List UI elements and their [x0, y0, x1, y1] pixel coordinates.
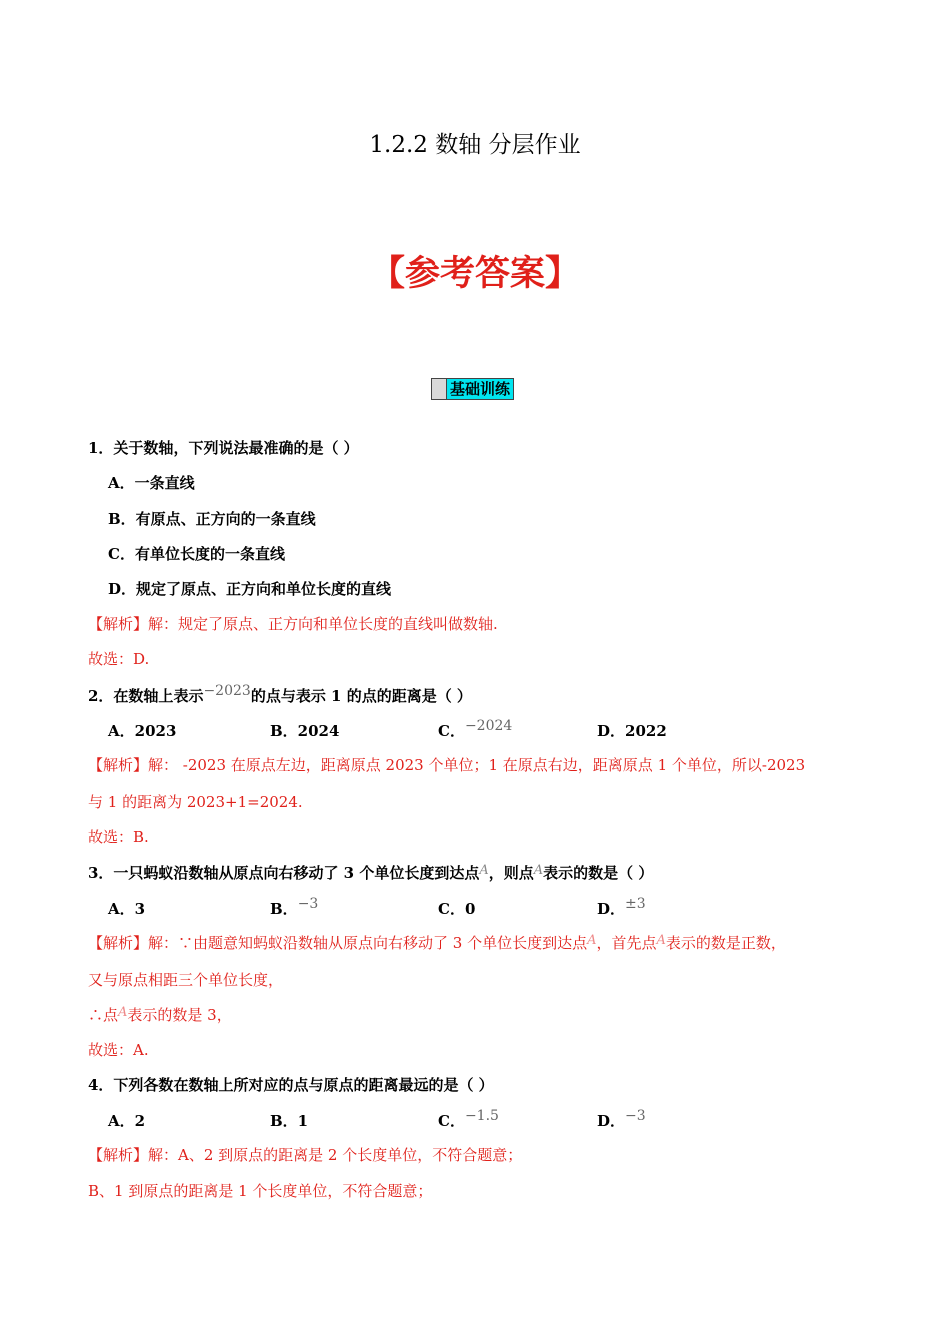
section-label: [431, 378, 514, 400]
question-3-stem-post: 表示的数是（ ）: [543, 864, 654, 882]
question-1-stem: 1．关于数轴，下列说法最准确的是（ ）: [88, 439, 359, 457]
question-3-analysis-line-3: [88, 1004, 232, 1025]
question-4-option-c-label: C．: [438, 1112, 465, 1130]
question-2-option-c: [438, 720, 512, 741]
page-title: 1.2.2 数轴 分层作业: [369, 132, 581, 158]
answer-heading: 【参考答案】: [369, 254, 580, 294]
question-2-stem: [88, 685, 472, 706]
question-4-option-b: B．1: [270, 1112, 309, 1130]
question-1-option-b: B．有原点、正方向的一条直线: [108, 510, 316, 528]
question-3-stem-var-2: A: [533, 863, 544, 878]
question-3-option-d: [597, 898, 646, 919]
question-3-analysis-var-1: A: [587, 933, 597, 948]
question-3-option-b-label: B．: [270, 900, 298, 918]
question-3-stem: [88, 862, 653, 883]
question-3-analysis-var-2: A: [656, 933, 666, 948]
question-2-option-c-math: −2024: [464, 718, 513, 734]
question-2-stem-math: −2023: [203, 683, 251, 699]
question-1-option-a: A．一条直线: [108, 474, 195, 492]
question-3-analysis-line-2: 又与原点相距三个单位长度，: [88, 971, 284, 989]
question-3-option-d-math: ±3: [625, 896, 646, 912]
question-2-stem-post: 的点与表示 1 的点的距离是（ ）: [250, 687, 472, 705]
question-4-analysis-line-2: B、1 到原点的距离是 1 个长度单位，不符合题意；: [88, 1182, 433, 1200]
section-marker: [432, 379, 447, 399]
question-3-stem-mid: ，则点: [488, 864, 534, 882]
question-3-choice: 故选：A.: [88, 1041, 149, 1059]
question-3-analysis-3-pre: ∴点: [88, 1006, 119, 1024]
question-3-option-d-label: D．: [597, 900, 626, 918]
question-4-option-c: [438, 1110, 499, 1131]
question-1-option-d: D．规定了原点、正方向和单位长度的直线: [108, 580, 392, 598]
question-3-analysis-3-post: 表示的数是 3，: [127, 1006, 232, 1024]
question-4-option-c-math: −1.5: [464, 1108, 499, 1124]
question-3-stem-pre: 3．一只蚂蚁沿数轴从原点向右移动了 3 个单位长度到达点: [88, 864, 480, 882]
question-3-option-a: A．3: [108, 900, 146, 918]
question-3-option-b-math: −3: [297, 896, 319, 912]
question-3-stem-var-1: A: [479, 863, 489, 878]
question-2-option-a: A．2023: [108, 722, 177, 740]
question-2-option-b: B．2024: [270, 722, 340, 740]
question-3-analysis-line-1: [88, 932, 786, 953]
question-2-choice: 故选：B.: [88, 828, 149, 846]
question-4-option-a: A．2: [108, 1112, 146, 1130]
question-2-analysis-line-2: 与 1 的距离为 2023+1=2024.: [88, 793, 303, 811]
question-2-option-d: D．2022: [597, 722, 667, 740]
question-4-analysis-line-1: 【解析】解：A、2 到原点的距离是 2 个长度单位，不符合题意；: [88, 1146, 523, 1164]
question-4-stem: 4．下列各数在数轴上所对应的点与原点的距离最远的是（ ）: [88, 1076, 494, 1094]
question-2-stem-pre: 2．在数轴上表示: [88, 687, 204, 705]
question-1-analysis: 【解析】解：规定了原点、正方向和单位长度的直线叫做数轴.: [88, 615, 498, 633]
question-2-analysis-line-1: 【解析】解： -2023 在原点左边，距离原点 2023 个单位；1 在原点右边，距离原点 1 个单位，所以-2023: [88, 756, 806, 774]
question-3-analysis-mid: ，首先点: [596, 934, 657, 952]
question-3-analysis-post: 表示的数是正数，: [665, 934, 786, 952]
question-2-option-c-label: C．: [438, 722, 465, 740]
question-4-option-d-label: D．: [597, 1112, 626, 1130]
question-1-option-c: C．有单位长度的一条直线: [108, 545, 285, 563]
section-text: 基础训练: [447, 379, 513, 399]
question-4-option-d: [597, 1110, 646, 1131]
question-3-option-b: [270, 898, 318, 919]
question-1-choice: 故选：D.: [88, 650, 150, 668]
question-4-option-d-math: −3: [625, 1108, 646, 1124]
question-3-analysis-3-var: A: [118, 1005, 128, 1020]
question-3-analysis-pre: 【解析】解：∵由题意知蚂蚁沿数轴从原点向右移动了 3 个单位长度到达点: [88, 934, 588, 952]
question-3-option-c: C．0: [438, 900, 476, 918]
